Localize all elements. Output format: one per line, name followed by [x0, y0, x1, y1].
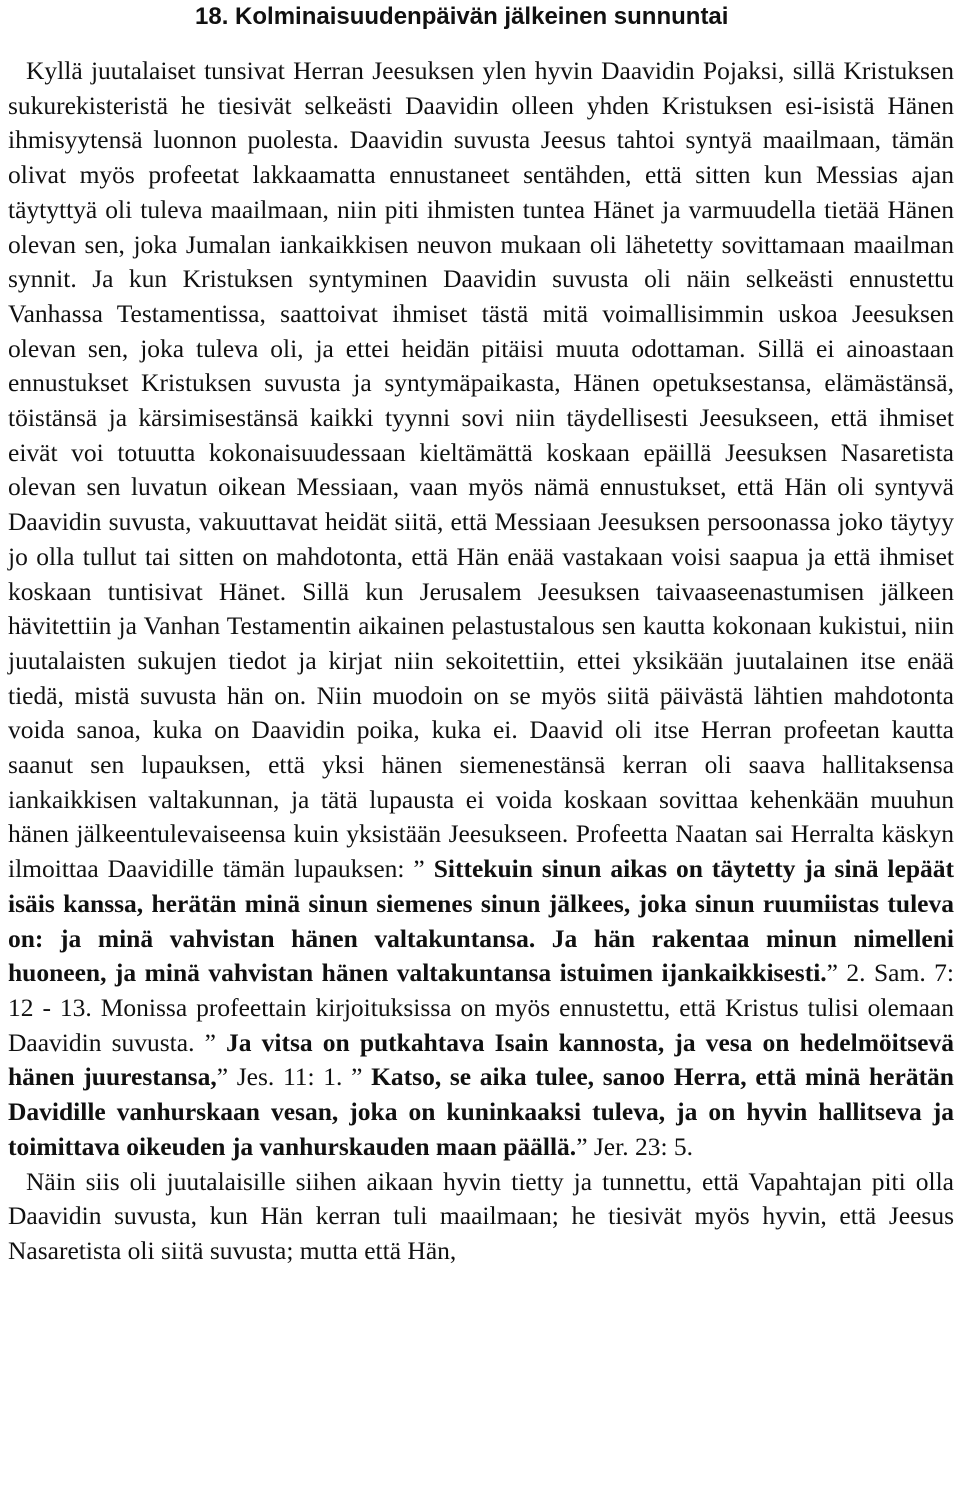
quote-jeremiah: Katso, se aika tulee, sanoo Herra, että minä herätän Davidille vanhurskaan vesan, joka on kuninkaaksi tuleva, ja on hyvin hallitseva ja toimittava oikeuden ja vanhurskauden maan päällä.: [8, 1062, 954, 1161]
document-page: [8, 0, 954, 1269]
paragraph-1-text-a: Kyllä juutalaiset tunsivat Herran Jeesuksen ylen hyvin Daavidin Pojaksi, sillä Kristuksen sukurekisteristä he tiesivät selkeästi Daavidin olleen yhden Kristuksen esi-isistä Hänen ihmisyytensä luonnon puolesta. Daavidin suvusta Jeesus tahtoi syntyä maailmaan, tämän olivat myös profeetat lakkaamatta ennustaneet sentähden, että sitten kun Messias ajan täytyttyä oli tuleva maailmaan, niin piti ihmisten tuntea Hänet ja varmuudella tietää Hänen olevan sen, joka Jumalan iankaikkisen neuvon mukaan oli lähetetty sovittamaan maailman synnit. Ja kun Kristuksen syntyminen Daavidin suvusta oli näin selkeästi ennustettu Vanhassa Testamentissa, saattoivat ihmiset tästä mitä voimallisimmin uskoa Jeesuksen olevan sen, joka tuleva oli, ja ettei heidän pitäisi muuta odottaman. Sillä ei ainoastaan ennustukset Kristuksen suvusta ja syntymäpaikasta, Hänen opetuksestansa, elämästänsä, töistänsä ja kärsimisestänsä kaikki tyynni sovi niin täydellisesti Jeesukseen, että ihmiset eivät voi totuutta kokonaisuudessaan kieltämättä koskaan epäillä Jeesuksen Nasaretista olevan sen luvatun oikean Messiaan, vaan myös nämä ennustukset, että Hän oli syntyvä Daavidin suvusta, vakuuttavat heidät siitä, että Messiaan Jeesuksen persoonassa joko täytyy jo olla tullut tai sitten on mahdotonta, että Hän enää vastakaan voisi saapua ja että ihmiset koskaan tuntisivat Hänet. Sillä kun Jerusalem Jeesuksen taivaaseenastumisen jälkeen hävitettiin ja Vanhan Testamentin aikainen pelastustalous sen kautta kokonaan kukistui, niin juutalaisten sukujen tiedot ja kirjat niin sekoitettiin, ettei yksikään juutalainen itse enää tiedä, mistä suvusta hän on. Niin muodoin on se myös siitä päivästä lähtien mahdotonta voida sanoa, kuka on Daavidin poika, kuka ei. Daavid oli itse Herran profeetan kautta saanut sen lupauksen, että yksi hänen siemenestänsä kerran oli saava hallitaksensa iankaikkisen valtakunnan, ja tätä lupausta ei voida koskaan sovittaa kehenkään muuhun hänen jälkeentulevaiseensa kuin yksistään Jeesukseen. Profeetta Naatan sai Herralta käskyn ilmoittaa Daavidille tämän lupauksen: ”: [8, 56, 954, 884]
paragraph-2-text: Näin siis oli juutalaisille siihen aikaan hyvin tietty ja tunnettu, että Vapahtajan piti olla Daavidin suvusta, kun Hän kerran tuli maailmaan; he tiesivät myös hyvin, että Jeesus Nasaretista oli siitä suvusta; mutta että Hän,: [8, 1166, 954, 1265]
paragraph-1: [8, 54, 954, 1165]
quote-isaiah: Ja vitsa on putkahtava Isain kannosta, ja vesa on hedelmöitsevä hänen juurestansa,: [8, 1027, 954, 1092]
paragraph-1-text-c: ” Jes. 11: 1. ”: [216, 1062, 372, 1092]
page-title: 18. Kolminaisuudenpäivän jälkeinen sunnuntai: [195, 3, 729, 30]
paragraph-1-text-b: ” 2. Sam. 7: 12 - 13. Monissa profeettain kirjoituksissa on myös ennustettu, että Kristus tulisi olemaan Daavidin suvusta. ”: [8, 958, 954, 1057]
paragraph-1-text-d: ” Jer. 23: 5.: [576, 1131, 694, 1161]
quote-2-samuel: Sittekuin sinun aikas on täytetty ja sinä lepäät isäis kanssa, herätän minä sinun siemenes sinun jälkees, joka sinun ruumiistas tuleva on: ja minä vahvistan hänen valtakuntansa. Ja hän rakentaa minun nimelleni huoneen, ja minä vahvistan hänen valtakuntansa istuimen ijankaikkisesti.: [8, 854, 954, 988]
paragraph-2: [8, 1165, 954, 1269]
